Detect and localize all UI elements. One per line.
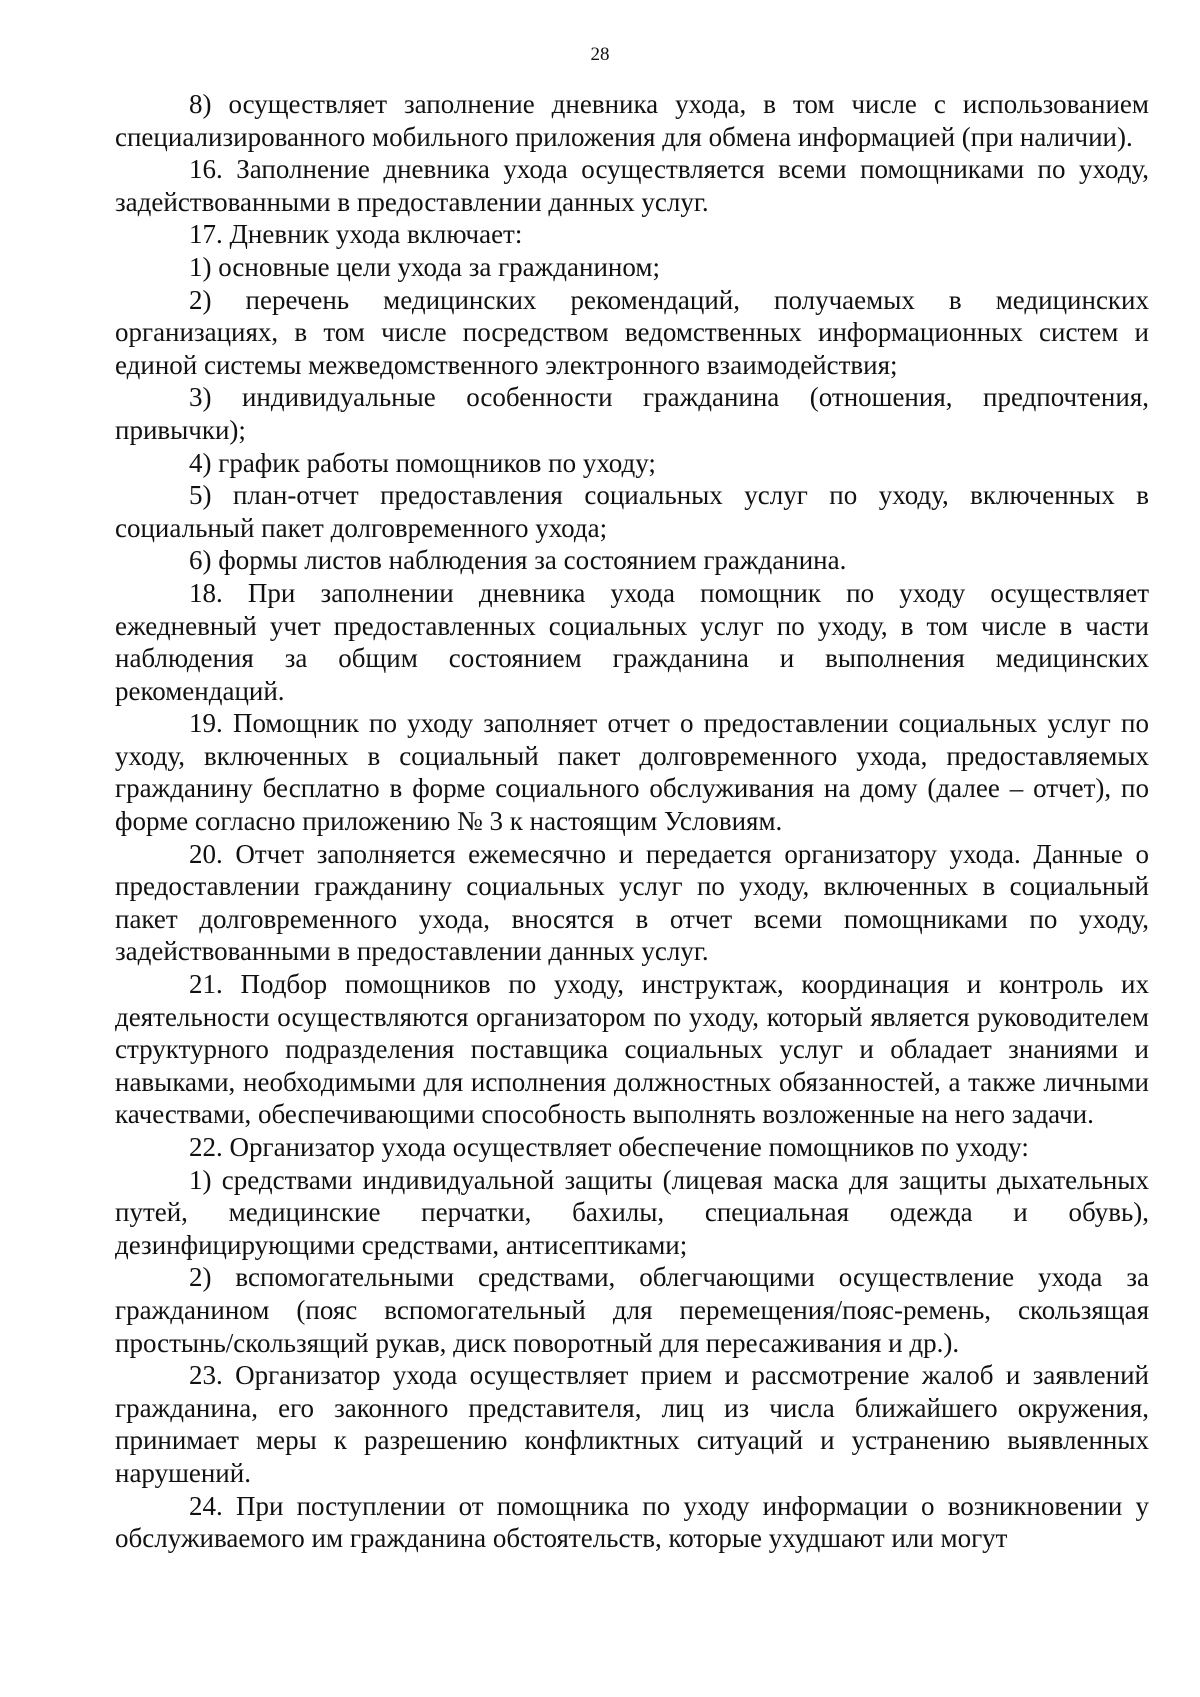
paragraph-21: 21. Подбор помощников по уходу, инструктаж, координация и контроль их деятельности осуществляются организатором по уходу, который является руководителем структурного подразделения поставщика социальных услуг и обладает знаниями и навыками, необходимыми для исполнения должностных обязанностей, а также личными качествами, обеспечивающими способность выполнять возложенные на него задачи. <box>115 969 1149 1130</box>
paragraph-19: 19. Помощник по уходу заполняет отчет о предоставлении социальных услуг по уходу, включенных в социальный пакет долговременного ухода, предоставляемых гражданину бесплатно в форме социального обслуживания на дому (далее – отчет), по форме согласно приложению № 3 к настоящим Условиям. <box>115 708 1149 837</box>
paragraph-23: 23. Организатор ухода осуществляет прием и рассмотрение жалоб и заявлений гражданина, его законного представителя, лиц из числа ближайшего окружения, принимает меры к разрешению конфликтных ситуаций и устранению выявленных нарушений. <box>115 1360 1149 1488</box>
paragraph-17: 17. Дневник ухода включает: <box>189 219 523 250</box>
paragraph-17-item-4: 4) график работы помощников по уходу; <box>189 447 656 478</box>
paragraph-item-8: 8) осуществляет заполнение дневника ухода, в том числе с использованием специализированного мобильного приложения для обмена информацией (при наличии). <box>115 89 1149 152</box>
paragraph-18: 18. При заполнении дневника ухода помощник по уходу осуществляет ежедневный учет предоставленных социальных услуг по уходу, в том числе в части наблюдения за общим состоянием гражданина и выполнения медицинских рекомендаций. <box>115 577 1149 706</box>
paragraph-16: 16. Заполнение дневника ухода осуществляется всеми помощниками по уходу, задействованными в предоставлении данных услуг. <box>115 154 1149 217</box>
paragraph-17-item-6: 6) формы листов наблюдения за состоянием гражданина. <box>189 545 847 576</box>
paragraph-17-item-3: 3) индивидуальные особенности гражданина (отношения, предпочтения, привычки); <box>115 382 1149 445</box>
paragraph-17-item-1: 1) основные цели ухода за гражданином; <box>189 251 660 282</box>
paragraph-22-item-2: 2) вспомогательными средствами, облегчающими осуществление ухода за гражданином (пояс вспомогательный для перемещения/пояс-ремень, скользящая простынь/скользящий рукав, диск поворотный для пересаживания и др.). <box>115 1262 1149 1358</box>
document-body <box>115 88 1149 1555</box>
paragraph-17-item-5: 5) план-отчет предоставления социальных услуг по уходу, включенных в социальный пакет долговременного ухода; <box>115 480 1149 543</box>
paragraph-22: 22. Организатор ухода осуществляет обеспечение помощников по уходу: <box>189 1132 1029 1162</box>
paragraph-17-item-2: 2) перечень медицинских рекомендаций, получаемых в медицинских организациях, в том числе посредством ведомственных информационных систем и единой системы межведомственного электронного взаимодействия; <box>115 284 1149 380</box>
paragraph-20: 20. Отчет заполняется ежемесячно и передается организатору ухода. Данные о предоставлении гражданину социальных услуг по уходу, включенных в социальный пакет долговременного ухода, вносятся в отчет всеми помощниками по уходу, задействованными в предоставлении данных услуг. <box>115 838 1149 967</box>
page-number: 28 <box>590 44 610 65</box>
paragraph-22-item-1: 1) средствами индивидуальной защиты (лицевая маска для защиты дыхательных путей, медицинские перчатки, бахилы, специальная одежда и обувь), дезинфицирующими средствами, антисептиками; <box>115 1164 1149 1260</box>
paragraph-24: 24. При поступлении от помощника по уходу информации о возникновении у обслуживаемого им гражданина обстоятельств, которые ухудшают или могут <box>115 1490 1149 1554</box>
